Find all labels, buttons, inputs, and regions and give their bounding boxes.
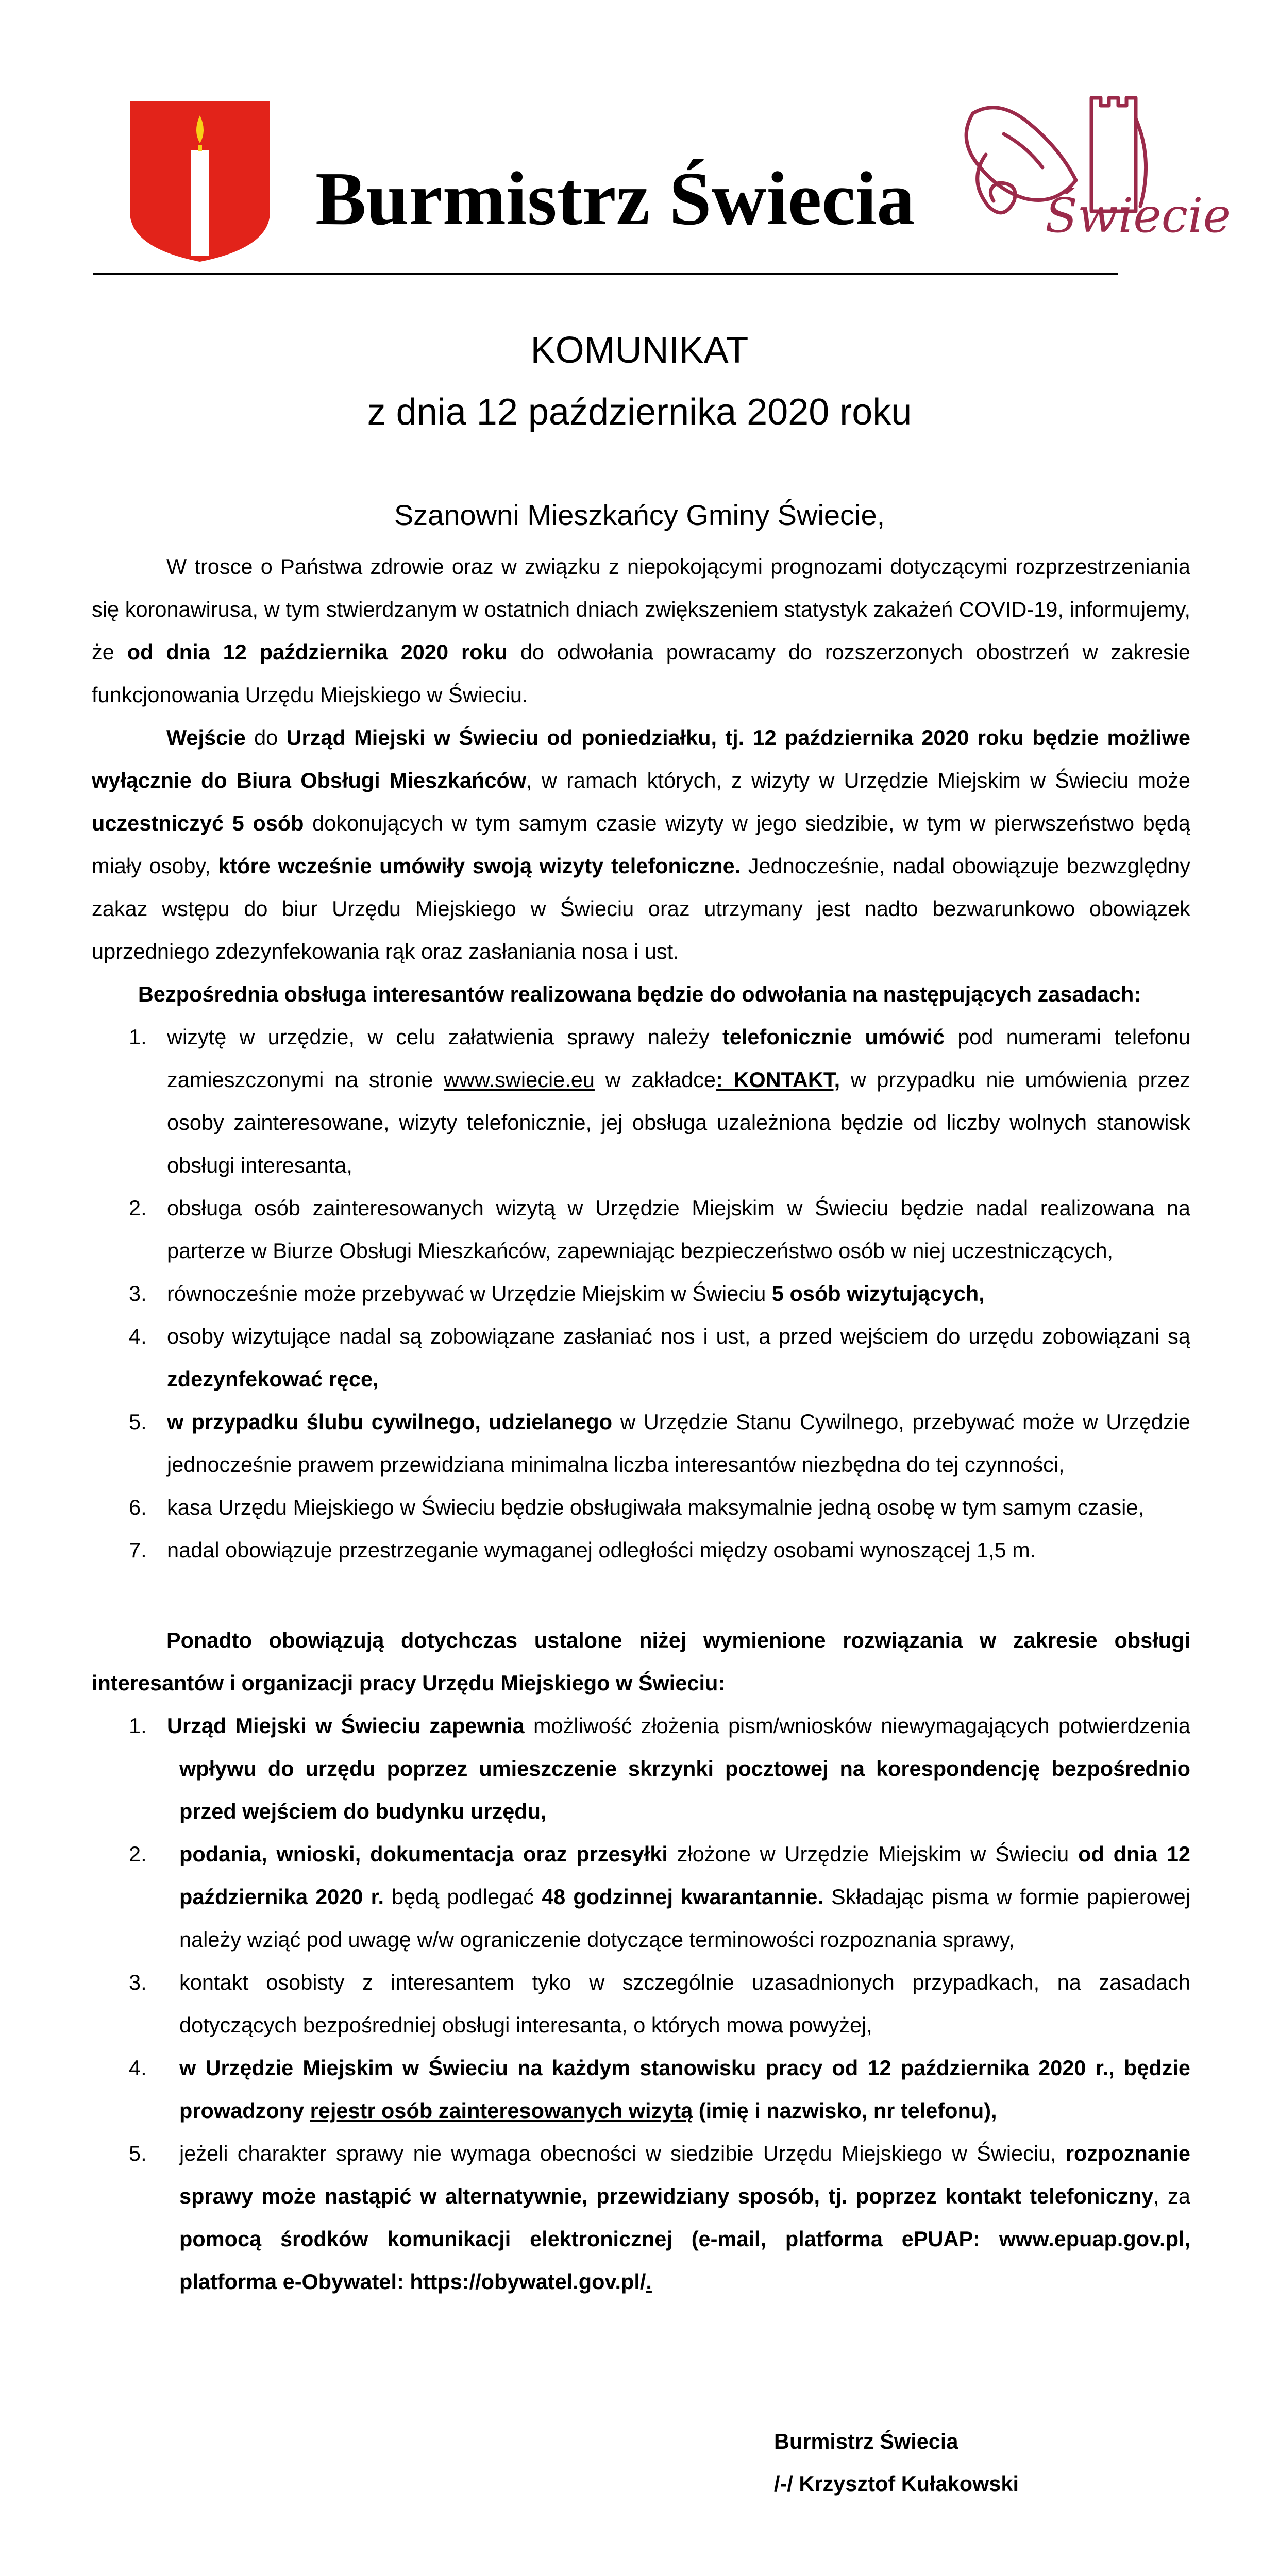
intro-paragraph: W trosce o Państwa zdrowie oraz w związku z niepokojącymi prognozami dotyczącymi rozprzestrzeniania się koronawirusa, w tym stwierdzanym w ostatnich dniach zwiększeniem statystyk zakażeń COVID-19, informujemy, że od dnia 12 października 2020 roku do odwołania powracamy do rozszerzonych obostrzeń w zakresie funkcjonowania Urzędu Miejskiego w Świeciu.: [92, 554, 1190, 707]
rules-heading: Bezpośrednia obsługa interesantów realizowana będzie do odwołania na następujących zasadach:: [138, 982, 1141, 1006]
list-item: 6. kasa Urzędu Miejskiego w Świeciu będzie obsługiwała maksymalnie jedną osobę w tym samym czasie,: [129, 1495, 1144, 1519]
signature-name: /-/ Krzysztof Kułakowski: [774, 2471, 1019, 2496]
solutions-list: [92, 1704, 1190, 2303]
header-divider: [93, 273, 1118, 275]
website-link[interactable]: www.swiecie.eu: [444, 1067, 595, 1092]
entry-rules-paragraph: Wejście do Urząd Miejski w Świeciu od poniedziałku, tj. 12 października 2020 roku będzie możliwe wyłącznie do Biura Obsługi Mieszkańców, w ramach których, z wizyty w Urzędzie Miejskim w Świeciu może uczestniczyć 5 osób dokonujących w tym samym czasie wizyty w jego siedzibie, w tym w pierwszeństwo będą miały osoby, które wcześnie umówiły swoją wizyty telefoniczne. Jednocześnie, nadal obowiązuje bezwzględny zakaz wstępu do biur Urzędu Miejskiego w Świeciu oraz utrzymany jest nadto bezwarunkowo obowiązek uprzedniego zdezynfekowania rąk oraz zasłaniania nosa i ust.: [92, 725, 1191, 963]
list-item: 2. podania, wnioski, dokumentacja oraz przesyłki złożone w Urzędzie Miejskim w Świeciu od dnia 12 października 2020 r. będą podlegać 48 godzinnej kwarantannie. Składając pisma w formie papierowej należy wziąć pod uwagę w/w ograniczenie dotyczące terminowości rozpoznania sprawy,: [129, 1842, 1191, 1952]
rules-list: [92, 1015, 1190, 1571]
list-item: 3. kontakt osobisty z interesantem tyko w szczególnie uzasadnionych przypadkach, na zasadach dotyczących bezpośredniej obsługi interesanta, o których mowa powyżej,: [129, 1970, 1190, 2037]
list-item: 7. nadal obowiązuje przestrzeganie wymaganej odległości między osobami wynoszącej 1,5 m.: [129, 1538, 1036, 1562]
list-item: 1. wizytę w urzędzie, w celu załatwienia sprawy należy telefonicznie umówić pod numerami telefonu zamieszczonymi na stronie www.swiecie.eu w zakładce: KONTAKT, w przypadku nie umówienia przez osoby zainteresowane, wizyty telefonicznie, jej obsługa uzależniona będzie od liczby wolnych stanowisk obsługi interesanta,: [129, 1025, 1191, 1177]
swiecie-logo-icon: [937, 77, 1232, 243]
logo-text: Świecie: [1045, 188, 1232, 243]
coat-of-arms-icon: [130, 101, 270, 262]
list-item: 5. jeżeli charakter sprawy nie wymaga obecności w siedzibie Urzędu Miejskiego w Świeciu, rozpoznanie sprawy może nastąpić w alternatywnie, przewidziany sposób, tj. poprzez kontakt telefoniczny, za pomocą środków komunikacji elektronicznej (e-mail, platforma ePUAP: www.epuap.gov.pl, platforma e-Obywatel: https://obywatel.gov.pl/.: [129, 2141, 1191, 2294]
kontakt-link[interactable]: : KONTAKT,: [715, 1067, 840, 1092]
list-item: 4. w Urzędzie Miejskim w Świeciu na każdym stanowisku pracy od 12 października 2020 r., będzie prowadzony rejestr osób zainteresowanych wizytą (imię i nazwisko, nr telefonu),: [129, 2056, 1190, 2123]
announcement-date: z dnia 12 października 2020 roku: [367, 392, 912, 433]
list-item: 3. równocześnie może przebywać w Urzędzie Miejskim w Świeciu 5 osób wizytujących,: [129, 1281, 985, 1306]
list-item: 5. w przypadku ślubu cywilnego, udzielanego w Urzędzie Stanu Cywilnego, przebywać może w Urzędzie jednocześnie prawem przewidziana minimalna liczba interesantów niezbędna do tej czynności,: [129, 1410, 1190, 1477]
list-item: 4. osoby wizytujące nadal są zobowiązane zasłaniać nos i ust, a przed wejściem do urzędu zobowiązani są zdezynfekować ręce,: [129, 1324, 1190, 1391]
solutions-intro: Ponadto obowiązują dotychczas ustalone niżej wymienione rozwiązania w zakresie obsługi interesantów i organizacji pracy Urzędu Miejskiego w Świeciu:: [92, 1628, 1190, 1695]
list-item: 1. Urząd Miejski w Świeciu zapewnia możliwość złożenia pism/wniosków niewymagających potwierdzenia wpływu do urzędu poprzez umieszczenie skrzynki pocztowej na korespondencję bezpośrednio przed wejściem do budynku urzędu,: [129, 1714, 1191, 1823]
signature-role: Burmistrz Świecia: [774, 2429, 958, 2453]
greeting: Szanowni Mieszkańcy Gminy Świecie,: [394, 499, 885, 531]
announcement-heading: KOMUNIKAT: [530, 330, 749, 371]
list-item: 2. obsługa osób zainteresowanych wizytą w Urzędzie Miejskim w Świeciu będzie nadal realizowana na parterze w Biurze Obsługi Mieszkańców, zapewniając bezpieczeństwo osób w niej uczestniczących,: [129, 1196, 1190, 1263]
page-title: Burmistrz Świecia: [315, 157, 915, 241]
